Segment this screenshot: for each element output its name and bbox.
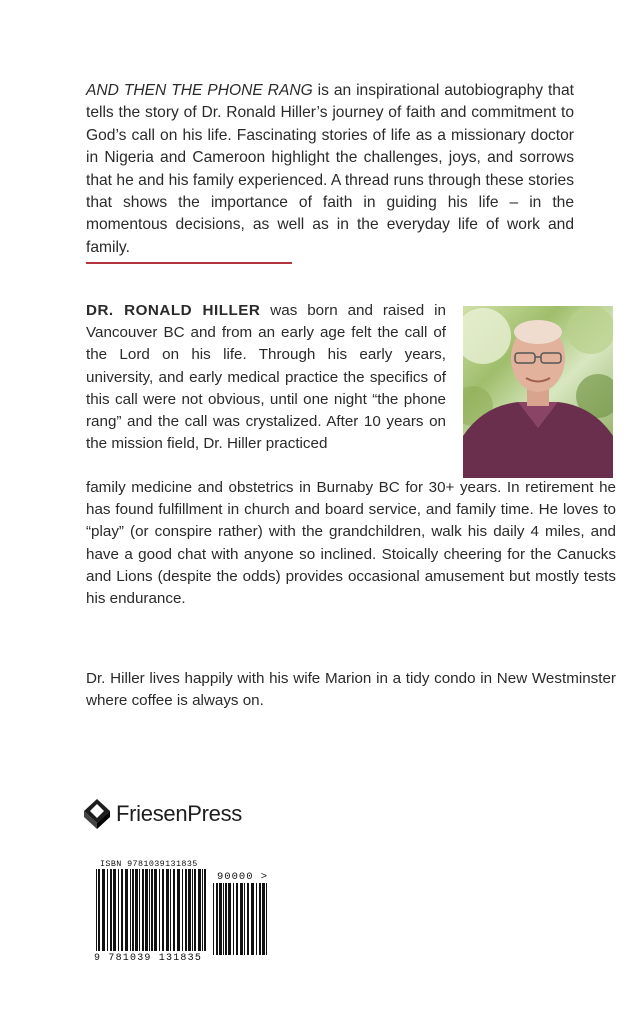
barcode-bar [162,869,164,951]
barcode-bar [256,883,257,955]
barcode-bar [159,869,160,951]
barcode-bar [166,869,169,951]
barcode-bar [151,869,153,951]
barcode-bar [185,869,187,951]
ean-barcode [96,869,208,955]
barcode-bar [121,869,123,951]
back-cover-blurb [86,80,574,259]
barcode-bar [113,869,116,951]
barcode-bar [132,869,134,951]
barcode-bar [213,883,214,955]
barcode-bar [139,869,140,951]
author-photo [463,306,613,478]
barcode-bar [236,883,238,955]
publisher-name: FriesenPress [116,801,242,826]
author-bio-top [86,300,446,455]
barcode-bar [110,869,112,951]
barcode-bar [251,883,254,955]
barcode-bar [194,869,196,951]
barcode-bar [107,869,108,951]
barcode-bar [266,883,267,955]
publisher-logo-mark-icon [84,799,110,829]
barcode-bar [259,883,261,955]
author-portrait-illustration [463,306,613,478]
blurb-text: is an inspirational autobiography that tells the story of Dr. Ronald Hiller’s journey of faith and commitment to God’s call on his life. Fascinating stories of life as a missionary doctor in Nigeria and Cameroon highlight the challenges, joys, and sorrows that he and his family experienced. A thread runs through these stories that shows the importance of faith in guiding his life – in the momentous decisions, as well as in the everyday life of work and family. [86,82,574,256]
isbn-label: ISBN 9781039131835 [100,859,198,869]
barcode-bar [182,869,183,951]
barcode-bar [118,869,119,951]
barcode-bar [219,883,222,955]
publisher-logo [84,798,242,830]
barcode-bar [233,883,234,955]
book-title: AND THEN THE PHONE RANG [86,82,313,99]
barcode-bar [240,883,243,955]
barcode-bar [216,883,218,955]
barcode-bar [154,869,157,951]
barcode-bar [102,869,105,951]
barcode-bar [149,869,150,951]
ean-digits: 9 781039 131835 [94,953,203,964]
barcode-bar [228,883,231,955]
barcode-bar [198,869,201,951]
author-name: DR. RONALD HILLER [86,302,261,319]
barcode-bar [142,869,144,951]
barcode-bar [262,883,265,955]
price-code: 90000 > [217,871,269,883]
barcode-bar [225,883,227,955]
barcode-bar [173,869,175,951]
author-bio-continued: family medicine and obstetrics in Burnaby BC for 30+ years. In retirement he has found fulfillment in church and board service, and family time. He loves to “play” (or conspire rather) with the grandchildren, walk his daily 4 miles, and have a good chat with anyone so inclined. Stoically cheering for the Canucks and Lions (despite the odds) provides occasional amusement but mostly tests his endurance. [86,479,616,608]
barcode-bar [177,869,180,951]
author-closing-paragraph: Dr. Hiller lives happily with his wife Marion in a tidy condo in New Westminster where coffee is always on. [86,670,616,710]
barcode-bar [98,869,100,951]
barcode-bar [145,869,148,951]
barcode-bar [130,869,131,951]
barcode-bar [247,883,249,955]
barcode-bar [223,883,224,955]
barcode-bar [135,869,138,951]
barcode-bar [125,869,128,951]
barcode-bar [170,869,171,951]
addon-barcode [213,883,269,955]
barcode-bar [204,869,206,951]
barcode-bar [192,869,193,951]
barcode-bar [244,883,245,955]
barcode-bar [188,869,191,951]
barcode-bar [202,869,203,951]
barcode-bar [96,869,97,951]
divider-rule [86,262,292,264]
author-bio-text-top: was born and raised in Vancouver BC and from an early age felt the call of the Lord on his life. Through his early years, university, and early medical practice the specifics of this call were not obvious, until one night “the phone rang” and the call was crystalized. After 10 years on the mission field, Dr. Hiller practiced [86,302,446,453]
